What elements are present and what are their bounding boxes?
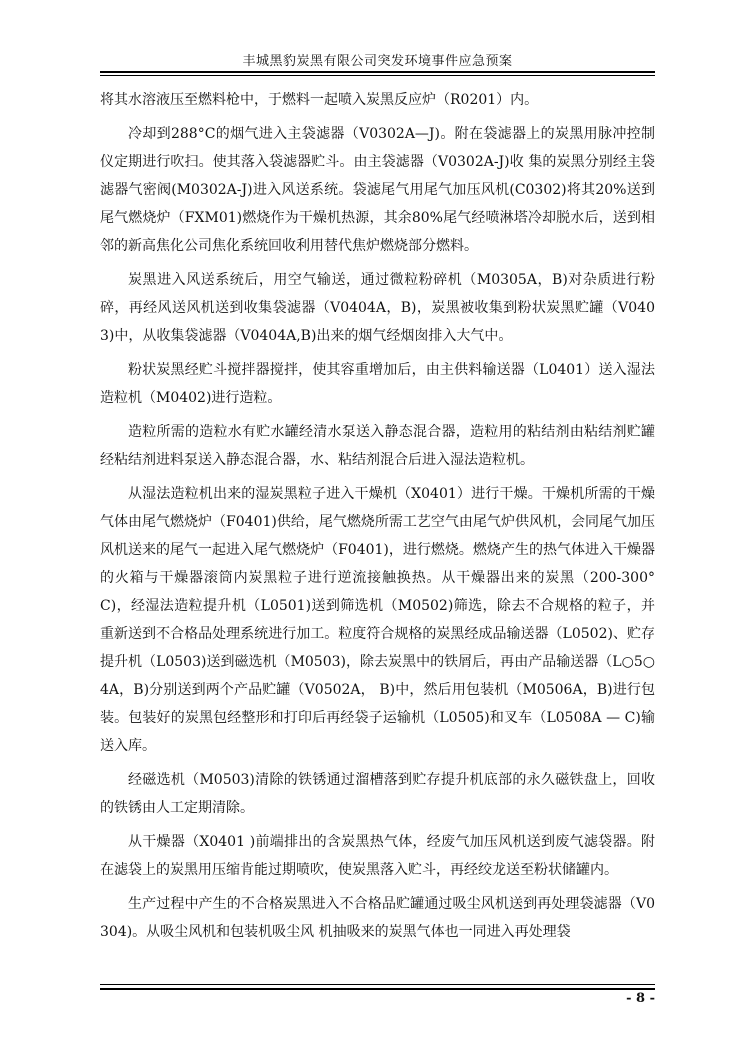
- body-text: [100, 86, 655, 952]
- paragraph: 粉状炭黑经贮斗搅拌器搅拌，使其容重增加后，由主供料输送器（L0401）送入湿法造粒机（M0402)进行造粒。: [100, 362, 655, 406]
- header-rule-thin: [100, 75, 655, 76]
- paragraph: 从干燥器（X0401 )前端排出的含炭黑热气体，经废气加压风机送到废气滤袋器。附在滤袋上的炭黑用压缩肯能过期喷吹，使炭黑落入贮斗，再经绞龙送至粉状储罐内。: [100, 834, 655, 878]
- paragraph: 炭黑进入风送系统后，用空气输送，通过微粒粉碎机（M0305A，B)对杂质进行粉碎，再经风送风机送到收集袋滤器（V0404A，B)，炭黑被收集到粉状炭黑贮罐（V0403)中，从收集袋滤器（V0404A,B)出来的烟气经烟囱排入大气中。: [100, 272, 655, 344]
- page-number: - 8 -: [626, 991, 655, 1006]
- footer-rule-thin: [100, 984, 655, 985]
- footer-rule-thick: [100, 988, 655, 990]
- paragraph: 将其水溶液压至燃料枪中，于燃料一起喷入炭黑反应炉（R0201）内。: [100, 92, 539, 108]
- page-header-title: 丰城黑豹炭黑有限公司突发环境事件应急预案: [242, 54, 513, 69]
- paragraph: 冷却到288°C的烟气进入主袋滤器（V0302A—J)。附在袋滤器上的炭黑用脉冲控制仪定期进行吹扫。使其落入袋滤器贮斗。由主袋滤器（V0302A-J)收 集的炭黑分别经主袋滤器气密阀(M0302A-J)进入风送系统。袋滤尾气用尾气加压风机(C0302)将其20%送到尾气燃烧炉（FXM01)燃烧作为干燥机热源，其余80%尾气经喷淋塔冷却脱水后，送到相邻的新高焦化公司焦化系统回收利用替代焦炉燃烧部分燃料。: [100, 126, 655, 254]
- paragraph: 生产过程中产生的不合格炭黑进入不合格品贮罐通过吸尘风机送到再处理袋滤器（V0304)。从吸尘风机和包装机吸尘风 机抽吸来的炭黑气体也一同进入再处理袋: [100, 896, 655, 940]
- header-rule-thick: [100, 71, 655, 73]
- paragraph: 经磁选机（M0503)清除的铁锈通过溜槽落到贮存提升机底部的永久磁铁盘上，回收的铁锈由人工定期清除。: [100, 772, 655, 816]
- paragraph: 从湿法造粒机出来的湿炭黑粒子进入干燥机（X0401）进行干燥。干燥机所需的干燥气体由尾气燃烧炉（F0401)供给，尾气燃烧所需工艺空气由尾气炉供风机，会同尾气加压风机送来的尾气一起进入尾气燃烧炉（F0401)，进行燃烧。燃烧产生的热气体进入干燥器的火箱与干燥器滚筒内炭黑粒子进行逆流接触换热。从干燥器出来的炭黑（200-300°C)，经湿法造粒提升机（L0501)送到筛选机（M0502)筛选，除去不合规格的粒子，并重新送到不合格品处理系统进行加工。粒度符合规格的炭黑经成品输送器（L0502)、贮存提升机（L0503)送到磁选机（M0503)，除去炭黑中的铁屑后，再由产品输送器（L○5○4A，B)分别送到两个产品贮罐（V0502A， B)中，然后用包装机（M0506A，B)进行包装。包装好的炭黑包经整形和打印后再经袋子运输机（L0505)和叉车（L0508A — C)输送入库。: [100, 486, 655, 754]
- paragraph: 造粒所需的造粒水有贮水罐经清水泵送入静态混合器，造粒用的粘结剂由粘结剂贮罐经粘结剂进料泵送入静态混合器，水、粘结剂混合后进入湿法造粒机。: [100, 424, 655, 468]
